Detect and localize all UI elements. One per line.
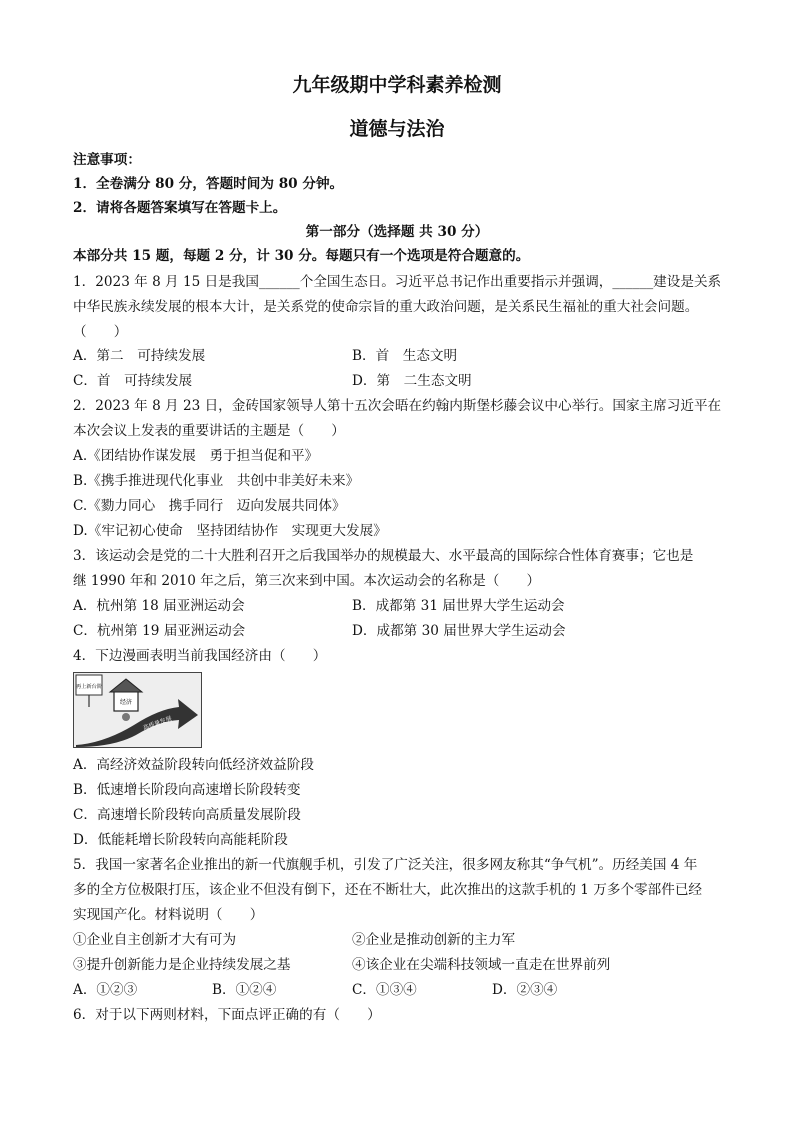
option-b: B．低速增长阶段向高速增长阶段转变 <box>73 782 301 798</box>
option-a: A．高经济效益阶段转向低经济效益阶段 <box>73 757 314 773</box>
statement-1: ①企业自主创新才大有可为 <box>73 932 237 948</box>
question-text: 4．下边漫画表明当前我国经济由（ ） <box>73 648 327 664</box>
option-b: B．成都第 31 届世界大学生运动会 <box>352 598 565 614</box>
question-text: （ ） <box>73 324 128 340</box>
question-text: 继 1990 年和 2010 年之后，第三次来到中国。本次运动会的名称是（ ） <box>73 573 541 589</box>
option-c: C．杭州第 19 届亚洲运动会 <box>73 623 246 639</box>
statement-4: ④该企业在尖端科技领域一直走在世界前列 <box>352 957 611 973</box>
option-c: C．首 可持续发展 <box>73 373 193 389</box>
option-c: C．①③④ <box>352 982 417 998</box>
option-a: A．杭州第 18 届亚洲运动会 <box>73 598 245 614</box>
economy-comic <box>73 672 202 748</box>
question-text: 6．对于以下两则材料，下面点评正确的有（ ） <box>73 1007 381 1023</box>
exam-title: 九年级期中学科素养检测 <box>292 74 502 96</box>
option-b: B.《携手推进现代化事业 共创中非美好未来》 <box>73 473 360 489</box>
option-c: C．高速增长阶段转向高质量发展阶段 <box>73 807 301 823</box>
question-text: 5．我国一家著名企业推出的新一代旗舰手机，引发了广泛关注，很多网友称其“争气机”。历经美国 4 年 <box>73 857 698 873</box>
notice-item: 2．请将各题答案填写在答题卡上。 <box>73 200 287 216</box>
option-a: A．第二 可持续发展 <box>73 348 206 364</box>
option-d: D．②③④ <box>492 982 558 998</box>
option-b: B．①②④ <box>212 982 277 998</box>
question-text: 2．2023 年 8 月 23 日，金砖国家领导人第十五次会晤在约翰内斯堡杉藤会议中心举行。国家主席习近平在 <box>73 398 722 414</box>
comic-house-label: 经济 <box>119 699 133 706</box>
comic-arrow-label: 高质量发展 <box>142 715 173 733</box>
option-a: A．①②③ <box>73 982 138 998</box>
notice-item: 1．全卷满分 80 分，答题时间为 80 分钟。 <box>73 176 344 192</box>
part1-heading: 第一部分（选择题 共 30 分） <box>305 224 489 240</box>
option-c: C.《勠力同心 携手同行 迈向发展共同体》 <box>73 498 346 514</box>
option-d: D．低能耗增长阶段转向高能耗阶段 <box>73 832 288 848</box>
part1-intro: 本部分共 15 题，每题 2 分，计 30 分。每题只有一个选项是符合题意的。 <box>73 248 530 264</box>
option-a: A.《团结协作谋发展 勇于担当促和平》 <box>73 448 319 464</box>
question-text: 实现国产化。材料说明（ ） <box>73 907 264 923</box>
notice-heading: 注意事项： <box>73 152 141 168</box>
question-text: 3．该运动会是党的二十大胜利召开之后我国举办的规模最大、水平最高的国际综合性体育赛事；它也是 <box>73 548 694 564</box>
question-text: 中华民族永续发展的根本大计，是关系党的使命宗旨的重大政治问题，是关系民生福祉的重大社会问题。 <box>73 299 699 315</box>
comic-sign-text: 再上新台阶 <box>76 684 102 690</box>
question-text: 本次会议上发表的重要讲话的主题是（ ） <box>73 423 345 439</box>
option-d: D.《牢记初心使命 坚持团结协作 实现更大发展》 <box>73 523 387 539</box>
option-d: D．第 二生态文明 <box>352 373 472 389</box>
subject-title: 道德与法治 <box>349 118 445 140</box>
question-text: 多的全方位极限打压，该企业不但没有倒下，还在不断壮大，此次推出的这款手机的 1 万多个零部件已经 <box>73 882 703 898</box>
option-d: D．成都第 30 届世界大学生运动会 <box>352 623 566 639</box>
question-text: 1．2023 年 8 月 15 日是我国______个全国生态日。习近平总书记作出重要指示并强调，______建设是关系 <box>73 274 722 290</box>
option-b: B．首 生态文明 <box>352 348 458 364</box>
statement-2: ②企业是推动创新的主力军 <box>352 932 516 948</box>
statement-3: ③提升创新能力是企业持续发展之基 <box>73 957 291 973</box>
